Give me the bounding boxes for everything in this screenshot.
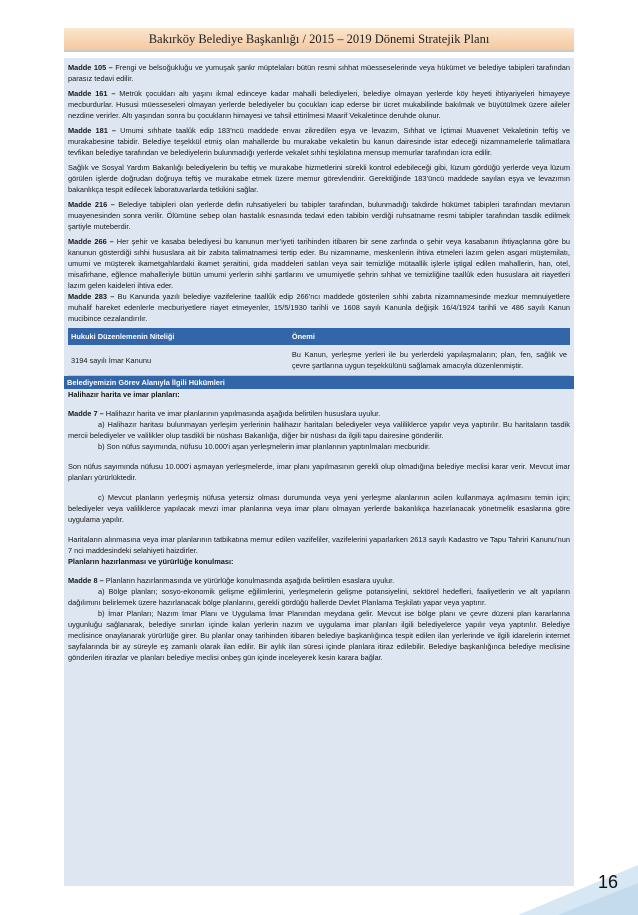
col-header-nature: Hukuki Düzenlemenin Niteliği [68,328,289,345]
article-text: Planların hazırlanmasında ve yürürlüğe konulmasında aşağıda belirtilen esaslara uyulur. [103,576,395,585]
article-text: Her şehir ve kasaba belediyesi bu kanunun mer’iyeti tarihinden itibaren bir sene zarfında o şehir veya kasabanın ihtiyaçlarına göre bu kanunun gösterdiği sıhhi hususlara ait bir zabıta talimatnamesi tertip eder. Bu nizamname, meskenlerin ihtiva etmeleri lazım gelen asgari müştemilatı, umumi ve müşterek ikametgahlardaki ikamet şeraitini, gıda maddeleri satılan veya sair temizliğe mütaallik işlerle iştigal edilen mahallerin, han, otel, misafirhane, eğlence mahalleriyle bütün umumi yerlerin sıhhi şartlarını ve umumiyetle şehrin sıhhat ve temizliğine taallûk eden hususlara ait riayetleri lazım gelen kaideleri ihtiva eder. [68,237,570,290]
paragraph-madde-7-c: c) Mevcut planların yerleşmiş nüfusa yetersiz olması durumunda veya yeni yerleşme alanlarının acilen kullanmaya açılmasını temin için; belediyeler veya valiliklerce yapılacak mevzi imar planlarına veya imar planı olmayan yerlerde bakanlıkça hazırlanacak yönetmelik esaslarına göre uygulama yapılır. [68,493,570,524]
paragraph-madde-8 [68,575,570,586]
paragraph-madde-7-a: a) Halihazır haritası bulunmayan yerleşim yerlerinin halihazır haritaları belediyeler veya valiliklerce yapılır veya yaptırılır. Bu haritaların tasdik mercii belediyeler ve valilikler olup tasdikli bir nüshası Bakanlığa, diğer bir nüshası da ilgili tapu dairesine gönderilir. [68,420,570,440]
paragraph-madde-181 [68,125,570,158]
law-table [68,328,570,376]
col-header-importance: Önemi [289,328,570,345]
content-panel [64,58,574,886]
article-label: Madde 266 – [68,237,114,246]
corner-decoration [518,865,638,915]
table-row [68,345,570,376]
article-label: Madde 216 – [68,200,115,209]
page-number: 16 [597,872,618,892]
article-label: Madde 7 – [68,409,104,418]
paragraph-madde-161 [68,88,570,121]
article-label: Madde 283 – [68,292,115,301]
article-text: Bu Kanunda yazılı belediye vazifelerine taallûk edip 266’ncı maddede gösterilen sıhhi zabıta nizamnamesinde mezkur memnuiyetlere muhalif hareket edenlerle mecburiyetlere riayet etmeyenler, 15/5/1930 tarihli ve 1608 sayılı Kanunla değişik 16/4/1924 tarihli ve 486 sayılı Kanun mucibince cezalandırılır. [68,292,570,323]
paragraph-madde-8-a: a) Bölge planları; sosyo-ekonomik gelişme eğilimlerini, yerleşmelerin gelişme potansiyelini, sektörel hedefleri, faaliyetlerin ve alt yapıların dağılımını belirlemek üzere hazırlanacak bölge planlarını, gerekli gördüğü hallerde Devlet Planlama Teşkilatı yapar veya yaptırır. [68,587,570,607]
law-table-header [68,328,570,345]
paragraph-ministry [68,162,570,195]
paragraph-madde-216 [68,199,570,232]
article-text: Halihazır harita ve imar planlarının yapılmasında aşağıda belirtilen hususlara uyulur. [103,409,381,418]
paragraph-madde-105 [68,62,570,84]
article-label: Madde 8 – [68,576,104,585]
article-text: Sağlık ve Sosyal Yardım Bakanlığı belediyelerin bu teftiş ve murakabe hizmetlerini sürekli kontrol edebileceği gibi, lüzum gördüğü yerlerde veya lüzum görülen işlerde doğrudan doğruya teftiş ve murakabe etmek üzere memur görevlendirir. Gerektiğinde 183’üncü maddede sayılan eşya ve levazımın bakanlıkça tespit edilecek laboratuvarlarda tetkikini sağlar. [68,163,570,194]
law-name-cell: 3194 sayılı İmar Kanunu [68,345,289,376]
article-label: Madde 161 – [68,89,116,98]
article-label: Madde 181 – [68,126,117,135]
article-text: Frengi ve belsoğukluğu ve yumuşak şankr müptelaları bütün resmi sıhhat müesseselerinde veya hükümet ve belediye tabipleri tarafından parasız tedavi edilir. [68,63,570,83]
paragraph-maps: Haritaların alınmasına veya imar planlarının tatbikatına memur edilen vazifeliler, vazifelerini yaparlarken 2613 sayılı Kadastro ve Tapu Tahriri Kanunu’nun 7 nci maddesindeki selahiyeti haizdirler. [68,535,570,555]
paragraph-madde-7-b: b) Son nüfus sayımında, nüfusu 10.000'i aşan yerleşmelerin imar planlarının yaptırılmaları mecburidir. [98,442,431,451]
paragraph-madde-283 [68,291,570,324]
header-title: Bakırköy Belediye Başkanlığı / 2015 – 2019 Dönemi Stratejik Planı [148,32,490,46]
duties-heading: Belediyemizin Görev Alanıyla İlgili Hükümleri [64,376,574,389]
subheading-plan-preparation: Planların hazırlanması ve yürürlüğe konulması: [68,557,234,566]
paragraph-population: Son nüfus sayımında nüfusu 10.000'i aşmayan yerleşmelerde, imar planı yapılmasının gerekli olup olmadığına belediye meclisi karar verir. Mevcut imar planları yürürlüktedir. [68,462,570,482]
paragraph-madde-266 [68,236,570,291]
paragraph-madde-7 [68,408,570,419]
article-label: Madde 105 – [68,63,113,72]
article-text: Belediye tabipleri olan yerlerde defin ruhsatiyeleri bu tabipler tarafından, bulunmadığı takdirde hükümet tabipleri tarafından mevtanın muayenesinden sonra verilir. Ölümüne sebep olan hastalık esnasında tedavi eden tabibin verdiği ruhsatname resmi tabipler tarafından tasdik edilmek şartiyle muteberdir. [68,200,570,231]
article-text: Umumi sıhhate taalûk edip 183’ncü maddede envaı zikredilen eşya ve levazım, Sıhhat ve İçtimai Muavenet Vekaletinin teftiş ve murakabesine tabidir. Belediye teşekkül etmiş olan mahallerde bu murakabe vekaletin bu kanun dairesinde istar edeceği nizamnamelerle talimatlara tevfikan belediye tarafından ve belediyelerin bulunmadığı yerlerde vekalet sıhhi teşkilatına mensup memurlar tarafından icra edilir. [68,126,570,157]
page-header [64,28,574,52]
subheading-maps-plans: Halihazır harita ve imar planları: [68,390,180,399]
paragraph-madde-8-b: b) İmar Planları; Nazım İmar Planı ve Uygulama İmar Planından meydana gelir. Mevcut ise bölge planı ve çevre düzeni plan kararlarına uygunluğu sağlanarak, belediye sınırları içinde kalan yerlerin nazım ve uygulama imar planları ilgili belediyelerce yapılır veya yaptırılır. Belediye meclisince onaylanarak yürürlüğe girer. Bu planlar onay tarihinden itibaren belediye başkanlığınca tespit edilen ilan yerlerinde ve ilgili idarelerin internet sayfalarında bir ay süreyle eş zamanlı olarak ilan edilir. Bir aylık ilan süresi içinde planlara itiraz edilebilir. Belediye başkanlığınca belediye meclisine gönderilen itirazlar ve planları belediye meclisi onbeş gün içinde inceleyerek kesin karara bağlar. [68,609,570,662]
article-text: Metrük çocukları altı yaşını ikmal edinceye kadar mahalli belediyeleri, belediye olmayan yerlerde köy heyeti ihtiyariyeleri himayeye mecburdurlar. Hususi müesseseleri olmayan yerlerde belediyeler bu çocukları icap ederse bir ücret mukabilinde bakılmak ve büyütülmek üzere aileler nezdine verirler. Altı yaşından sonra bu çocukların himayesi ve tahsil ettirilmesi Maarif Vekaletince deruhde olunur. [68,89,570,120]
law-importance-cell: Bu Kanun, yerleşme yerleri ile bu yerlerdeki yapılaşmaların; plan, fen, sağlık ve çevre şartlarına uygun teşekkülünü sağlamak amacıyla düzenlenmiştir. [289,345,570,376]
